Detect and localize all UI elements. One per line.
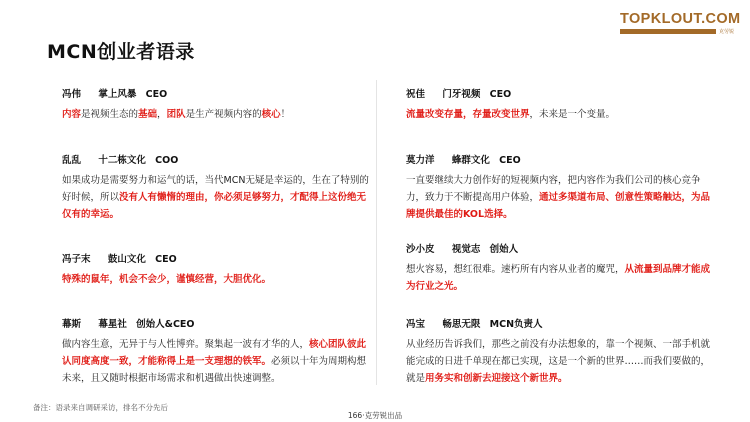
quote-highlight: 从流量到品牌才能成为行业之光。 — [406, 264, 711, 292]
speaker-role: CEO — [489, 89, 512, 100]
quote-highlight: 通过多渠道布局、创意性策略触达，为品牌提供最佳的KOL选择。 — [406, 192, 711, 220]
logo-sub-text: 克劳锐 — [718, 29, 734, 35]
quote-highlight: 用务实和创新去迎接这个新世界。 — [425, 373, 568, 384]
quote-text — [62, 336, 374, 387]
speaker-role: MCN负责人 — [489, 319, 543, 330]
quote-text — [406, 172, 718, 223]
quote-highlight: 核心团队彼此认同度高度一致，才能称得上是一支理想的铁军。 — [62, 339, 367, 367]
quote-header — [62, 251, 374, 265]
quote-header — [62, 316, 374, 330]
speaker-company: 幕星社 — [98, 319, 127, 330]
speaker-company: 鼓山文化 — [107, 254, 146, 265]
quote-card — [406, 86, 718, 123]
column-divider — [376, 80, 377, 385]
speaker-company: 门牙视频 — [442, 89, 481, 100]
quote-header — [406, 86, 718, 100]
logo-tagline-bar — [620, 28, 734, 35]
quote-card — [406, 241, 718, 295]
quote-card — [406, 316, 718, 387]
quote-card — [62, 316, 374, 387]
quote-segment: 是视频生态的 — [81, 109, 139, 120]
quote-header — [406, 316, 718, 330]
quote-card — [62, 251, 374, 288]
speaker-name: 冯子末 — [62, 254, 91, 265]
quote-segment: 想火容易，想红很难。速朽所有内容从业者的魔咒， — [406, 264, 625, 275]
quote-segment: 做内容生意，无异于与人性博弈。聚集起一波有才华的人， — [62, 339, 310, 350]
quote-highlight: 基础 — [138, 109, 158, 120]
logo-wordmark: TOPKLOUT.COM — [620, 11, 741, 27]
speaker-name: 乱乱 — [62, 155, 82, 166]
quote-highlight: 没有人有懒惰的理由，你必须足够努力，才配得上这份绝无仅有的幸运。 — [62, 192, 367, 220]
speaker-role: 创始人 — [489, 244, 519, 255]
brand-logo — [620, 11, 741, 35]
quote-text — [62, 271, 374, 288]
speaker-role: COO — [155, 155, 179, 166]
quote-segment: ， — [157, 109, 167, 120]
speaker-company: 视觉志 — [451, 244, 481, 255]
quote-highlight: 流量改变存量，存量改变世界 — [406, 109, 530, 120]
quote-segment: 从业经历告诉我们，那些之前没有办法想象的，靠一个视频、一部手机就能完成的日进千单现在都已实现，这是一个新的世界……而我们要做的，就是 — [406, 339, 711, 384]
quote-highlight: 特殊的鼠年，机会不会少，谨慎经营，大胆优化。 — [62, 274, 272, 285]
quote-highlight: 团队 — [166, 109, 186, 120]
speaker-name: 冯伟 — [62, 89, 82, 100]
quote-card — [62, 152, 374, 223]
quote-text — [62, 172, 374, 223]
speaker-name: 祝佳 — [406, 89, 426, 100]
quote-segment: ，未来是一个变量。 — [529, 109, 616, 120]
quote-card — [62, 86, 374, 123]
quote-header — [62, 86, 374, 100]
speaker-name: 莫力洋 — [406, 155, 435, 166]
speaker-name: 沙小皮 — [406, 244, 435, 255]
quote-segment: ！ — [280, 109, 291, 120]
logo-strip — [620, 29, 716, 34]
page-title: MCN创业者语录 — [47, 41, 195, 63]
quote-highlight: 核心 — [261, 109, 281, 120]
quote-segment: 一直要继续大力创作好的短视频内容，把内容作为我们公司的核心竞争力，致力于不断提高用户体验， — [406, 175, 701, 203]
speaker-role: CEO — [145, 89, 168, 100]
speaker-role: 创始人&CEO — [136, 319, 195, 330]
speaker-company: 十二栋文化 — [98, 155, 146, 166]
quote-header — [406, 241, 718, 255]
speaker-name: 冯宝 — [406, 319, 426, 330]
quote-header — [406, 152, 718, 166]
speaker-company: 掌上风暴 — [98, 89, 137, 100]
page-number: 166·克劳锐出品 — [347, 411, 403, 420]
quote-segment: 必须以十年为周期构想未来，且又随时根据市场需求和机遇做出快速调整。 — [62, 356, 367, 384]
quote-text — [406, 336, 718, 387]
quote-highlight: 内容 — [62, 109, 82, 120]
quote-text — [62, 106, 374, 123]
footnote: 备注：语录来自调研采访，排名不分先后 — [33, 403, 168, 412]
speaker-role: CEO — [499, 155, 521, 166]
speaker-company: 畅思无限 — [442, 319, 481, 330]
quote-segment: 是生产视频内容的 — [185, 109, 262, 120]
speaker-role: CEO — [155, 254, 177, 265]
quote-text — [406, 261, 718, 295]
quote-segment: 如果成功是需要努力和运气的话，当代MCN无疑是幸运的，生在了特别的好时候，所以 — [62, 175, 369, 203]
quote-text — [406, 106, 718, 123]
speaker-company: 蜂群文化 — [451, 155, 490, 166]
quote-card — [406, 152, 718, 223]
speaker-name: 幕斯 — [62, 319, 82, 330]
quote-header — [62, 152, 374, 166]
